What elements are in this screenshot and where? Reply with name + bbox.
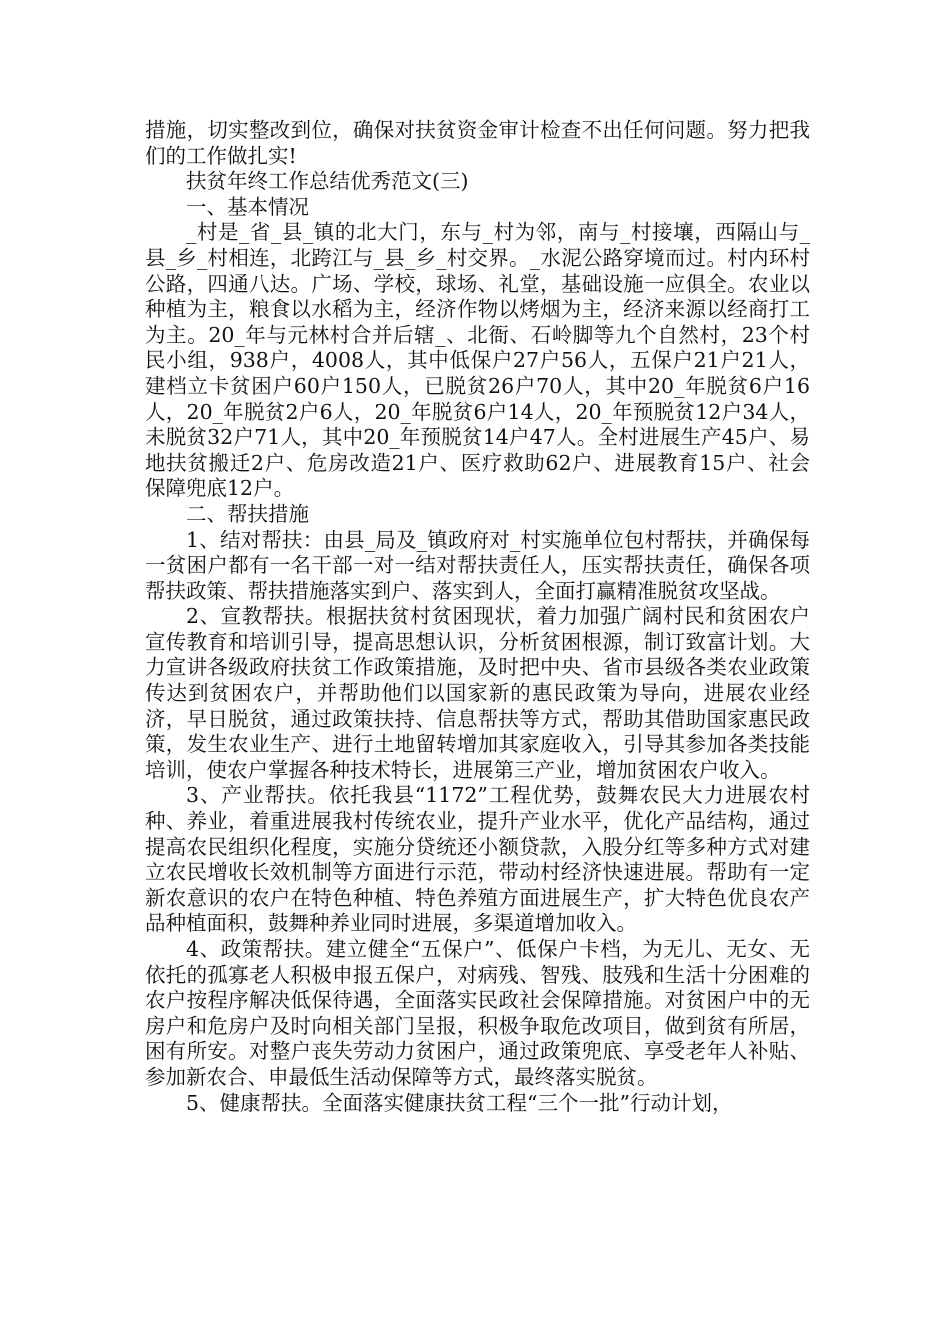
paragraph-basic-situation: _村是_省_县_镇的北大门，东与_村为邻，南与_村接壤，西隔山与_县_乡_村相连，北跨江与_县_乡_村交界。_水泥公路穿境而过。村内环村公路，四通八达。广场、学校，球场、礼堂，基础设施一应俱全。农业以种植为主，粮食以水稻为主，经济作物以烤烟为主，经济来源以经商打工为主。20_年与元林村合并后辖_、北衙、石岭脚等九个自然村，23个村民小组，938户，4008人，其中低保户27户56人，五保户21户21人，建档立卡贫困户60户150人，已脱贫26户70人，其中20_年脱贫6户16人，20_年脱贫2户6人，20_年脱贫6户14人，20_年预脱贫12户34人，未脱贫32户71人，其中20_年预脱贫14户47人。全村进展生产45户、易地扶贫搬迁2户、危房改造21户、医疗救助62户、进展教育15户、社会保障兜底12户。 xyxy=(145,220,810,501)
paragraph-health-assistance: 5、健康帮扶。全面落实健康扶贫工程“三个一批”行动计划， xyxy=(186,1090,733,1115)
continuation-paragraph: 措施，切实整改到位，确保对扶贫资金审计检查不出任何问题。努力把我们的工作做扎实! xyxy=(145,118,810,168)
section-title: 扶贫年终工作总结优秀范文(三) xyxy=(186,169,469,194)
paragraph-pairing-assistance: 1、结对帮扶：由县_局及_镇政府对_村实施单位包村帮扶，并确保每一贫困户都有一名干部一对一结对帮扶责任人，压实帮扶责任，确保各项帮扶政策、帮扶措施落实到户、落实到人，全面打赢精准脱贫攻坚战。 xyxy=(145,527,810,603)
heading-assistance-measures: 二、帮扶措施 xyxy=(186,501,309,526)
paragraph-education-assistance: 2、宣教帮扶。根据扶贫村贫困现状，着力加强广阔村民和贫困农户宣传教育和培训引导，提高思想认识，分析贫困根源，制订致富计划。大力宣讲各级政府扶贫工作政策措施，及时把中央、省市县级各类农业政策传达到贫困农户，并帮助他们以国家新的惠民政策为导向，进展农业经济，早日脱贫，通过政策扶持、信息帮扶等方式，帮助其借助国家惠民政策，发生农业生产、进行土地留转增加其家庭收入，引导其参加各类技能培训，使农户掌握各种技术特长，进展第三产业，增加贫困农户收入。 xyxy=(145,604,810,782)
document-body xyxy=(145,118,810,1116)
paragraph-policy-assistance: 4、政策帮扶。建立健全“五保户”、低保户卡档，为无儿、无女、无依托的孤寡老人积极申报五保户，对病残、智残、肢残和生活十分困难的农户按程序解决低保待遇，全面落实民政社会保障措施。对贫困户中的无房户和危房户及时向相关部门呈报，积极争取危改项目，做到贫有所居，困有所安。对整户丧失劳动力贫困户，通过政策兜底、享受老年人补贴、参加新农合、申最低生活动保障等方式，最终落实脱贫。 xyxy=(145,937,810,1089)
paragraph-industry-assistance: 3、产业帮扶。依托我县“1172”工程优势，鼓舞农民大力进展农村种、养业，着重进展我村传统农业，提升产业水平，优化产品结构，通过提高农民组织化程度，实施分贷统还小额贷款，入股分红等多种方式对建立农民增收长效机制等方面进行示范，带动村经济快速进展。帮助有一定新农意识的农户在特色种植、特色养殖方面进展生产，扩大特色优良农产品种植面积，鼓舞种养业同时进展，多渠道增加收入。 xyxy=(145,783,810,936)
heading-basic-situation: 一、基本情况 xyxy=(186,194,309,219)
